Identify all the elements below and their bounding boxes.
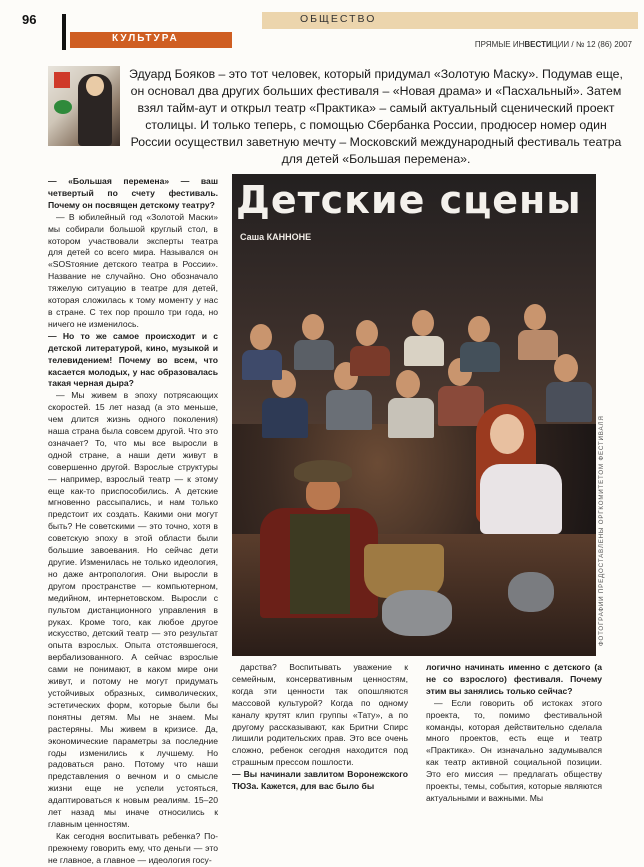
puppet [508,572,554,612]
audience-head [396,370,420,398]
main-photo [232,174,596,656]
audience-body [294,340,334,370]
audience-body [388,398,434,438]
girl-face [490,414,524,454]
answer-paragraph: — Мы живем в эпоху потрясающих скоростей. 15 лет назад (а это меньше, чем длится жизнь одного поколения) наша страна была совсем другой. Что это означает? То, что мы все выросли в одной стране, а наши дети живут в совершенно другой. Взрослые структуры — например, взрослый театр — к этому еще как-то приспособились. А детские мгновенно рассыпались, и нам только предстоит их создать. Какими они могут быть? Не советскими — это точно, хотя в советскую эпоху в этой области были большие завоевания. Но сейчас дети другие. Изменилась не только идеология, но даже антропология. Они выросли в другом пространстве — компьютерном, медийном, интернетовском. Выросли с пультом дистанционного управления в руках. Кроме того, как любое другое искусство, детский театр — это результат опыта взрослых. Опыта отстоявшегося, вербализованного. А сейчас взрослые сами не понимают, в каком мире они живут, и потому не могут придумать устойчивых образных, символических, эстетических форм, которые были бы понятны детям. Мы не знаем. Мы растеряны. Мы живем в кризисе. Да, экономические параметры за последние годы изменились к лучшему. Но радоваться рано. Потому что наши представления о вечном и о смысле жизни еще не успели устояться, адаптироваться к новым реалиям. 15–20 лет назад мы иначе относились к главным ценностям. [48,390,218,829]
actor-vest [290,514,350,614]
audience-head [412,310,434,336]
question-paragraph: — Но то же самое происходит и с детской литературой, кино, музыкой и телевидением! Почему во всем, что касается молодых, у нас образовалась такая черная дыра? [48,330,218,389]
audience-body [460,342,500,372]
audience-body [438,386,484,426]
portrait-face [86,76,104,96]
audience-body [404,336,444,366]
page-number: 96 [22,12,37,27]
masthead-suffix: ЦИИ / № 12 (86) 2007 [551,40,632,49]
audience-head [356,320,378,346]
answer-paragraph: Как сегодня воспитывать ребенка? По-прежнему говорить ему, что деньги — это не главное, а главное — идеология госу- [48,830,218,865]
byline-last-name: КАННОНЕ [266,232,312,242]
audience-body [326,390,372,430]
header-divider-bar [62,14,66,50]
article-title: Детские сцены [236,178,582,222]
question-paragraph: — Вы начинали завлитом Воронежского ТЮЗа. Кажется, для вас было бы [232,769,408,792]
article-column-middle [232,662,408,793]
intro-portrait-photo [48,66,120,146]
sberbank-logo-mark [54,100,72,114]
answer-paragraph: — Если говорить об истоках этого проекта, то, помимо фестивальной команды, которая действительно сделала много проектов, есть еще и театр «Практика». Он изначально задумывался как театр активной социальной позиции. Это его миссия — предлагать обществу проекты, темы, события, которые являются актуальными и важными. Мы [426,697,602,803]
girl-body [480,464,562,534]
masthead [475,40,632,49]
audience-head [524,304,546,330]
byline [240,232,311,242]
photo-credit: ФОТОГРАФИИ ПРЕДОСТАВЛЕНЫ ОРГКОМИТЕТОМ ФЕСТИВАЛЯ [598,415,605,646]
rubric-title: КУЛЬТУРА [112,33,179,44]
answer-paragraph: дарства? Воспитывать уважение к семейным, консервативным ценностям, когда эти ценности так опошляются массовой культурой? Когда по одному каналу крутят клип группы «Тату», а по другому рассказывают, как Бритни Спирс лишили родительских прав. Это все очень сложно, ребенок сегодня находится под страшным прессом пошлости. [232,662,408,768]
audience-head [250,324,272,350]
actor-face [306,478,340,510]
audience-body [242,350,282,380]
section-title: ОБЩЕСТВО [300,13,377,25]
audience-body [518,330,558,360]
audience-head [468,316,490,342]
audience-head [302,314,324,340]
festival-logo-mark [54,72,70,88]
actor-hat [294,460,352,482]
masthead-prefix: ПРЯМЫЕ ИН [474,40,525,49]
question-paragraph: логично начинать именно с детского (а не со взрослого) фестиваля. Почему этим вы занялись только сейчас? [426,662,602,696]
audience-body [350,346,390,376]
audience-body [262,398,308,438]
article-column-right [426,662,602,805]
answer-paragraph: — В юбилейный год «Золотой Маски» мы собирали большой круглый стол, в котором участвовали эксперты театра для детей со всего мира. Назывался он «SOSтояние детского театра в России». Название не случайно. Оно обозначало тяжелую ситуацию в театре для детей, которая сложилась к тому моменту у нас в стране. С тех пор прошло три года, но ничего не изменилось. [48,211,218,329]
audience-body [546,382,592,422]
masthead-bold: ВЕСТИ [524,40,552,49]
question-paragraph: — «Большая перемена» — ваш четвертый по счету фестиваль. Почему он посвящен детскому театру? [48,176,218,210]
puppet [382,590,452,636]
intro-lead: Эдуард Бояков – это тот человек, который придумал «Золотую Маску». Подумав еще, он основал два других больших фестиваля – «Новая драма» и «Пасхальный». Затем взял тайм-аут и открыл театр «Практика» – самый актуальный сценический проект столицы. И только теперь, с помощью Сбербанка России, продюсер номер один России осуществил заветную мечту – Московский международный фестиваль театра для детей «Большая перемена». [129,67,623,166]
byline-first-name: Саша [240,232,267,242]
article-column-left [48,176,218,867]
